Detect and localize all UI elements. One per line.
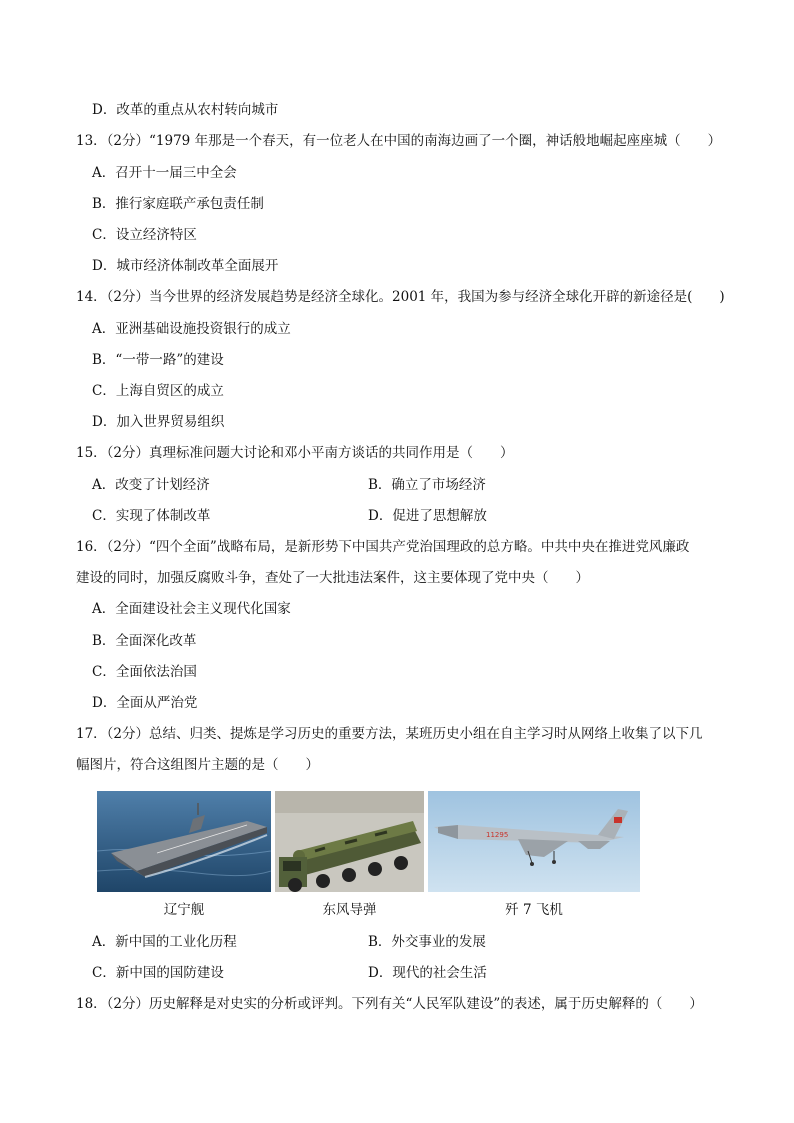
aircraft-carrier-photo xyxy=(97,791,271,892)
q13-stem: 13．（2分）“1979 年那是一个春天，有一位老人在中国的南海边画了一个圈，神话般地崛起座座城（ ） xyxy=(76,133,722,149)
caption-j7: 歼 7 飞机 xyxy=(505,902,563,918)
q15-option-a: A．改变了计划经济 xyxy=(92,477,210,493)
q16-option-d: D．全面从严治党 xyxy=(92,695,198,711)
q15-option-b: B．确立了市场经济 xyxy=(368,477,486,493)
q13-option-d: D．城市经济体制改革全面展开 xyxy=(92,258,279,274)
q14-option-c: C．上海自贸区的成立 xyxy=(92,383,224,399)
q17-option-a: A．新中国的工业化历程 xyxy=(92,934,237,950)
q13-option-b: B．推行家庭联产承包责任制 xyxy=(92,196,264,212)
fighter-jet-photo xyxy=(428,791,640,892)
q14-option-d: D．加入世界贸易组织 xyxy=(92,414,225,430)
q13-option-a: A．召开十一届三中全会 xyxy=(92,165,237,181)
q14-option-a: A．亚洲基础设施投资银行的成立 xyxy=(92,321,291,337)
q16-option-a: A．全面建设社会主义现代化国家 xyxy=(92,601,291,617)
q15-stem: 15．（2分）真理标准问题大讨论和邓小平南方谈话的共同作用是（ ） xyxy=(76,445,514,461)
q17-option-b: B．外交事业的发展 xyxy=(368,934,486,950)
q16-stem-line2: 建设的同时，加强反腐败斗争，查处了一大批违法案件，这主要体现了党中央（ ） xyxy=(76,570,589,586)
caption-liaoning: 辽宁舰 xyxy=(163,902,205,918)
q14-option-b: B．“一带一路”的建设 xyxy=(92,352,224,368)
q17-stem-line1: 17．（2分）总结、归类、提炼是学习历史的重要方法，某班历史小组在自主学习时从网络上收集了以下几 xyxy=(76,726,703,742)
q16-option-c: C．全面依法治国 xyxy=(92,664,197,680)
q15-option-d: D．促进了思想解放 xyxy=(368,508,487,524)
q14-stem: 14．（2分）当今世界的经济发展趋势是经济全球化。2001 年，我国为参与经济全球化开辟的新途径是( ) xyxy=(76,289,725,305)
caption-dongfeng: 东风导弹 xyxy=(322,902,377,918)
q18-stem: 18．（2分）历史解释是对史实的分析或评判。下列有关“人民军队建设”的表述，属于历史解释的（ ） xyxy=(76,996,703,1012)
missile-vehicle-photo xyxy=(275,791,424,892)
q17-stem-line2: 幅图片，符合这组图片主题的是（ ） xyxy=(76,757,319,773)
q16-option-b: B．全面深化改革 xyxy=(92,633,197,649)
q15-option-c: C．实现了体制改革 xyxy=(92,508,211,524)
q13-option-c: C．设立经济特区 xyxy=(92,227,197,243)
plane-number-text: 11295 xyxy=(486,831,509,839)
q12-option-d: D．改革的重点从农村转向城市 xyxy=(92,102,279,118)
q16-stem-line1: 16．（2分）“四个全面”战略布局，是新形势下中国共产党治国理政的总方略。中共中央在推进党风廉政 xyxy=(76,539,690,555)
q17-option-c: C．新中国的国防建设 xyxy=(92,965,224,981)
q17-option-d: D．现代的社会生活 xyxy=(368,965,487,981)
